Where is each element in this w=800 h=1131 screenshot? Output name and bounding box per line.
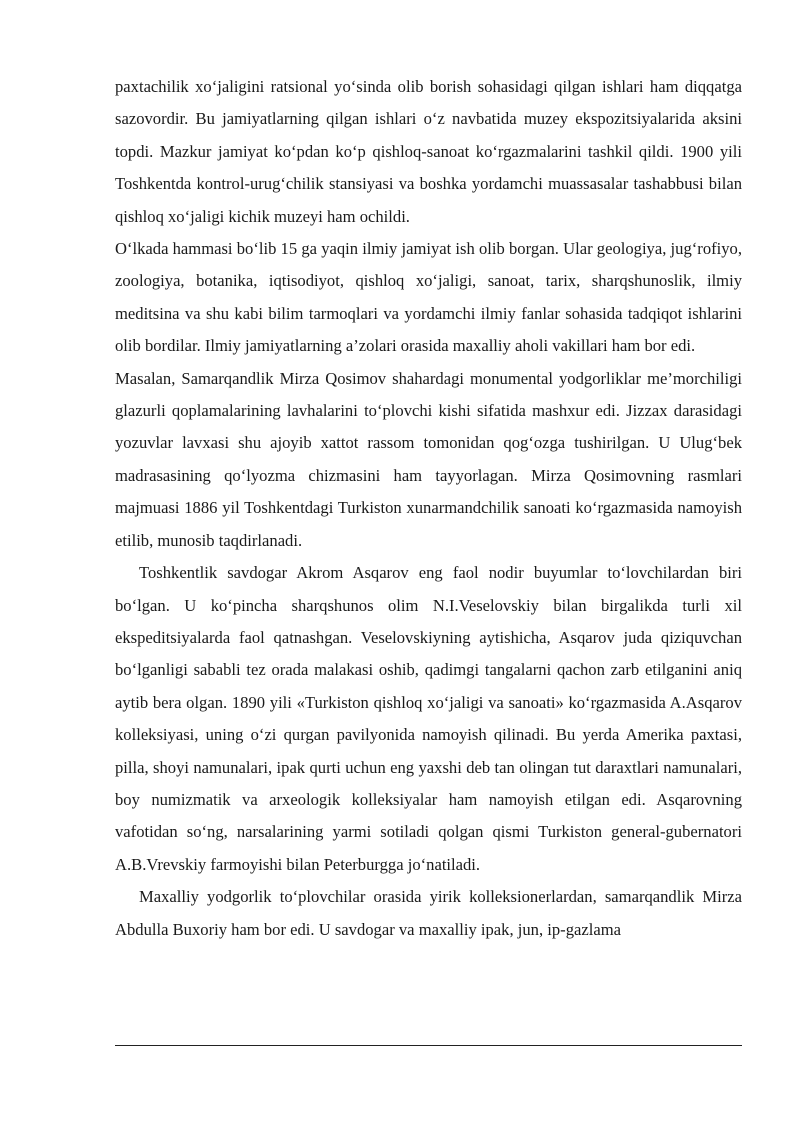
document-page <box>115 71 742 946</box>
paragraph-5: Maxalliy yodgorlik to‘plovchilar orasida yirik kolleksionerlardan, samarqandlik Mirza Abdulla Buxoriy ham bor edi. U savdogar va maxalliy ipak, jun, ip-gazlama <box>115 887 742 939</box>
paragraph-1: paxtachilik xo‘jaligini ratsional yo‘sinda olib borish sohasidagi qilgan ishlari ham diqqatga sazovordir. Bu jamiyatlarning qilgan ishlari o‘z navbatida muzey ekspozitsiyalarida aksini topdi. Mazkur jamiyat ko‘pdan ko‘p qishloq-sanoat ko‘rgazmalarini tashkil qildi. 1900 yili Toshkentda kontrol-urug‘chilik stansiyasi va boshka yordamchi muassasalar tashabbusi bilan qishloq xo‘jaligi kichik muzeyi ham ochildi. <box>115 77 742 226</box>
paragraph-4: Toshkentlik savdogar Akrom Asqarov eng faol nodir buyumlar to‘lovchilardan biri bo‘lgan. U ko‘pincha sharqshunos olim N.I.Veselovskiy bilan birgalikda turli xil ekspeditsiyalarda faol qatnashgan. Veselovskiyning aytishicha, Asqarov juda qiziquvchan bo‘lganligi sababli tez orada malakasi oshib, qadimgi tangalarni qachon zarb etilganini aniq aytib bera olgan. 1890 yili «Turkiston qishloq xo‘jaligi va sanoati» ko‘rgazmasida A.Asqarov kolleksiyasi, uning o‘zi qurgan pavilyonida namoyish qilinadi. Bu yerda Amerika paxtasi, pilla, shoyi namunalari, ipak qurti uchun eng yaxshi deb tan olingan tut daraxtlari namunalari, boy numizmatik va arxeologik kolleksiyalar ham namoyish etilgan edi. Asqarovning vafotidan so‘ng, narsalarining yarmi sotiladi qolgan qismi Turkiston general-gubernatori A.B.Vrevskiy farmoyishi bilan Peterburgga jo‘natiladi. <box>115 563 742 874</box>
paragraph-3: Masalan, Samarqandlik Mirza Qosimov shahardagi monumental yodgorliklar me’morchiligi glazurli qoplamalarining lavhalarini to‘plovchi kishi sifatida mashxur edi. Jizzax darasidagi yozuvlar lavxasi shu ajoyib xattot rassom tomonidan qog‘ozga tushirilgan. U Ulug‘bek madrasasining qo‘lyozma chizmasini ham tayyorlagan. Mirza Qosimovning rasmlari majmuasi 1886 yil Toshkentdagi Turkiston xunarmandchilik sanoati ko‘rgazmasida namoyish etilib, munosib taqdirlanadi. <box>115 368 742 550</box>
paragraph-2: O‘lkada hammasi bo‘lib 15 ga yaqin ilmiy jamiyat ish olib borgan. Ular geologiya, jug‘rofiyo, zoologiya, botanika, iqtisodiyot, qishloq xo‘jaligi, sanoat, tarix, sharqshunoslik, ilmiy meditsina va shu kabi bilim tarmoqlari va yordamchi ilmiy fanlar sohasida tadqiqot ishlarini olib bordilar. Ilmiy jamiyatlarning a’zolari orasida maxalliy aholi vakillari ham bor edi. <box>115 239 742 356</box>
footer-divider <box>115 1045 742 1046</box>
